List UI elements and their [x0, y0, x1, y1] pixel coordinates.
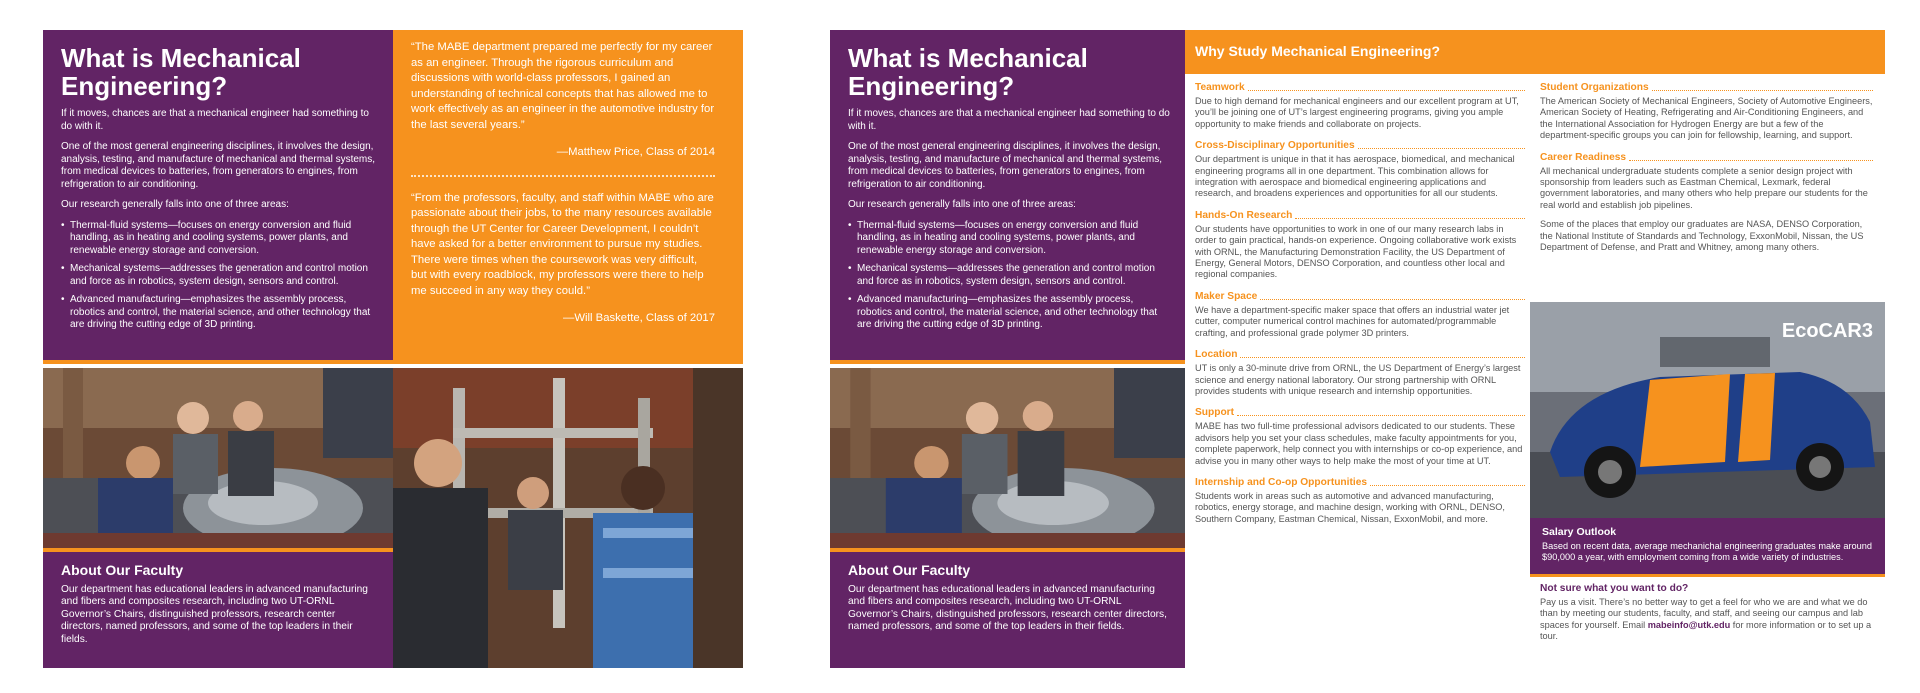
- intro-body: [848, 108, 1171, 332]
- section-career-readiness: [1540, 152, 1873, 254]
- section-internship: [1195, 477, 1525, 525]
- research-area-item: • Mechanical systems—addresses the generation and control motion and force as in robotics, system design, sensors and control.: [61, 263, 379, 288]
- section-text: Our students have opportunities to work in one of our many research labs in order to gain practical, hands-on experience. Ongoing collaborative work exists with ORNL, the Manufacturing Demonstration Facility, the US Department of Energy, General Motors, DENSO Corporation, and countless other local and regional companies.: [1195, 223, 1517, 280]
- intro-panel: [43, 30, 393, 360]
- section-text: UT is only a 30-minute drive from ORNL, the US Department of Energy’s largest science and energy national laboratory. Our strong partnership with ORNL provides students with unique research and internship opportunities.: [1195, 363, 1521, 396]
- quote-author: —Matthew Price, Class of 2014: [556, 146, 715, 158]
- section-text: Due to high demand for mechanical engineers and our excellent program at UT, you’ll be joining one of UT’s largest engineering programs, giving you ample opportunity to make friends and collaborate on projects.: [1195, 96, 1519, 129]
- section-title: Teamwork: [1195, 82, 1245, 93]
- section-title: Location: [1195, 349, 1238, 361]
- email-link[interactable]: mabeinfo@utk.edu: [1647, 619, 1731, 630]
- section-maker-space: [1195, 291, 1525, 339]
- quote-divider: [411, 175, 715, 177]
- faculty-panel: [830, 552, 1185, 668]
- section-student-orgs: [1540, 82, 1873, 142]
- description-paragraph: One of the most general engineering disciplines, it involves the design, analysis, testing, and manufacture of mechanical and thermal systems, from medical devices to batteries, from generators to engines, from refrigeration to air conditioning.: [61, 141, 376, 190]
- intro-paragraph: If it moves, chances are that a mechanical engineer had something to do with it.: [848, 108, 1170, 132]
- section-title: Internship and Co-op Opportunities: [1195, 476, 1368, 488]
- research-areas-list: [848, 220, 1171, 332]
- page-title: What is Mechanical Engineering?: [848, 43, 1088, 101]
- lab-frame-photo: [393, 368, 743, 668]
- quote-1: [411, 40, 715, 161]
- research-area-item: • Thermal-fluid systems—focuses on energy conversion and fluid handling, as in heating and cooling systems, power plants, and renewable energy storage and conversion.: [848, 220, 1171, 258]
- faculty-text: Our department has educational leaders in advanced manufacturing and fibers and composites research, including two UT-ORNL Governor’s Chairs, distinguished professors, research center directors, named professors, and some of the top leaders in their fields.: [848, 584, 1167, 633]
- research-area-item: • Advanced manufacturing—emphasizes the assembly process, robotics and control, the material science, and other technology that are driving the cutting edge of 3D printing.: [61, 294, 379, 332]
- salary-text: Based on recent data, average mechanichal engineering graduates make around $90,000 a year, with employment coming from a wide variety of industries.: [1542, 541, 1872, 563]
- faculty-title: About Our Faculty: [61, 562, 184, 578]
- section-text: MABE has two full-time professional advisors dedicated to our students. These advisors help you set your class schedules, make faculty appointments for you, complete paperwork, help connect you with internships or co-op experience, and advise you in many other ways to help make the most of your time at UT.: [1195, 421, 1523, 466]
- not-sure-text: Pay us a visit. There’s no better way to get a feel for who we are and what we do than by meeting our students, faculty, and staff, and seeing our campus and lab spaces for yourself. Email: [1540, 597, 1868, 630]
- description-paragraph: One of the most general engineering disciplines, it involves the design, analysis, testing, and manufacture of mechanical and thermal systems, from medical devices to batteries, from generators to engines, from refrigeration to air conditioning.: [848, 141, 1163, 190]
- right-column-top: [1540, 82, 1885, 320]
- faculty-title: About Our Faculty: [848, 562, 971, 578]
- intro-paragraph: If it moves, chances are that a mechanical engineer had something to do with it.: [61, 108, 369, 132]
- section-teamwork: [1195, 82, 1525, 130]
- orange-strip: [1530, 574, 1885, 577]
- salary-title: Salary Outlook: [1542, 526, 1617, 538]
- section-hands-on-research: [1195, 210, 1525, 281]
- students-engine-photo: [830, 368, 1185, 548]
- salary-panel: [1530, 518, 1885, 574]
- research-intro: Our research generally falls into one of three areas:: [61, 199, 289, 210]
- quote-text: “From the professors, faculty, and staff within MABE who are passionate about their jobs, to the many resources available through the UT Center for Career Development, I couldn’t have asked for a better environment to pursue my studies. There were times when the coursework was very difficult, but with every roadblock, my professors were there to help me succeed in any way they could.”: [411, 191, 714, 297]
- orange-strip: [830, 360, 1185, 364]
- not-sure-text-after: for more information or to set up a tour.: [1540, 619, 1872, 642]
- ecocar-photo: [1530, 302, 1885, 518]
- right-brochure-page: [830, 30, 1885, 668]
- research-areas-list: [61, 220, 379, 332]
- ecocar-banner: EcoCAR3: [1781, 320, 1873, 342]
- section-text: We have a department-specific maker space that offers an industrial water jet cutter, computer numerical control machines for automated/programmable crafting, and professional grade polymer 3D printers.: [1195, 304, 1510, 338]
- section-cross-disciplinary: [1195, 140, 1525, 200]
- section-text: Our department is unique in that it has aerospace, biomedical, and mechanical engineering programs all in one department. This combination allows for integration with aerospace and biomedical engineering applications and research, and broadens experiences and opportunities for all our students.: [1195, 154, 1515, 199]
- section-title: Student Organizations: [1540, 82, 1649, 93]
- quote-author: —Will Baskette, Class of 2017: [563, 312, 715, 324]
- research-area-item: • Thermal-fluid systems—focuses on energy conversion and fluid handling, as in heating and cooling systems, power plants, and renewable energy storage and conversion.: [61, 220, 379, 258]
- research-intro: Our research generally falls into one of three areas:: [848, 199, 1076, 210]
- orange-strip: [43, 360, 743, 364]
- reasons-column: [1195, 82, 1525, 668]
- quote-2: [411, 191, 715, 327]
- quotes-panel: [393, 30, 743, 360]
- research-area-item: • Advanced manufacturing—emphasizes the assembly process, robotics and control, the material science, and other technology that are driving the cutting edge of 3D printing.: [848, 294, 1171, 332]
- page-title: What is Mechanical Engineering?: [61, 43, 301, 101]
- faculty-text: Our department has educational leaders in advanced manufacturing and fibers and composites research, including two UT-ORNL Governor’s Chairs, distinguished professors, research center directors, named professors, and some of the top leaders in their fields.: [61, 584, 368, 645]
- intro-panel: [830, 30, 1185, 360]
- why-study-header: [1185, 30, 1885, 74]
- left-brochure-page: [43, 30, 743, 668]
- section-title: Cross-Disciplinary Opportunities: [1195, 140, 1355, 152]
- section-title: Support: [1195, 407, 1235, 419]
- section-text: Students work in areas such as automotive and advanced manufacturing, robotics, energy storage, and machine design, working with ORNL, DENSO, Southern Company, Eastman Chemical, Nissan, ExxonMobil, and more.: [1195, 490, 1505, 524]
- section-location: [1195, 349, 1525, 397]
- section-text: The American Society of Mechanical Engineers, Society of Automotive Engineers, American Society of Heating, Refrigerating and Air-Conditioning Engineers, and the International Association for Hydrogen Energy are but a few of the department-specific groups you can join for fellowship, learning, and support.: [1540, 96, 1873, 141]
- not-sure-title: Not sure what you want to do?: [1540, 583, 1689, 594]
- why-study-title: Why Study Mechanical Engineering?: [1195, 43, 1441, 59]
- students-engine-photo: [43, 368, 393, 548]
- section-title: Hands-On Research: [1195, 209, 1293, 221]
- section-title: Maker Space: [1195, 290, 1258, 302]
- section-text: All mechanical undergraduate students complete a senior design project with sponsorship from leaders such as Eastman Chemical, Lexmark, federal government laboratories, and many others who help prepare our students for the real world and establish job pipelines.: [1540, 165, 1868, 210]
- section-support: [1195, 407, 1525, 467]
- faculty-panel: [43, 552, 393, 668]
- not-sure-section: [1540, 583, 1885, 668]
- section-title: Career Readiness: [1540, 151, 1627, 163]
- research-area-item: • Mechanical systems—addresses the generation and control motion and force as in robotics, system design, sensors and control.: [848, 263, 1171, 288]
- quote-text: “The MABE department prepared me perfectly for my career as an engineer. Through the rigorous curriculum and discussions with world-class professors, I gained an understanding of technical concepts that has allowed me to work effectively as an engineer in the automotive industry for the last several years.”: [411, 41, 715, 131]
- intro-body: [61, 108, 379, 332]
- section-text: Some of the places that employ our graduates are NASA, DENSO Corporation, the National Institute of Standards and Technology, ExxonMobil, Nissan, the US Department of Defense, and Pratt and Whitney, among many others.: [1540, 219, 1864, 253]
